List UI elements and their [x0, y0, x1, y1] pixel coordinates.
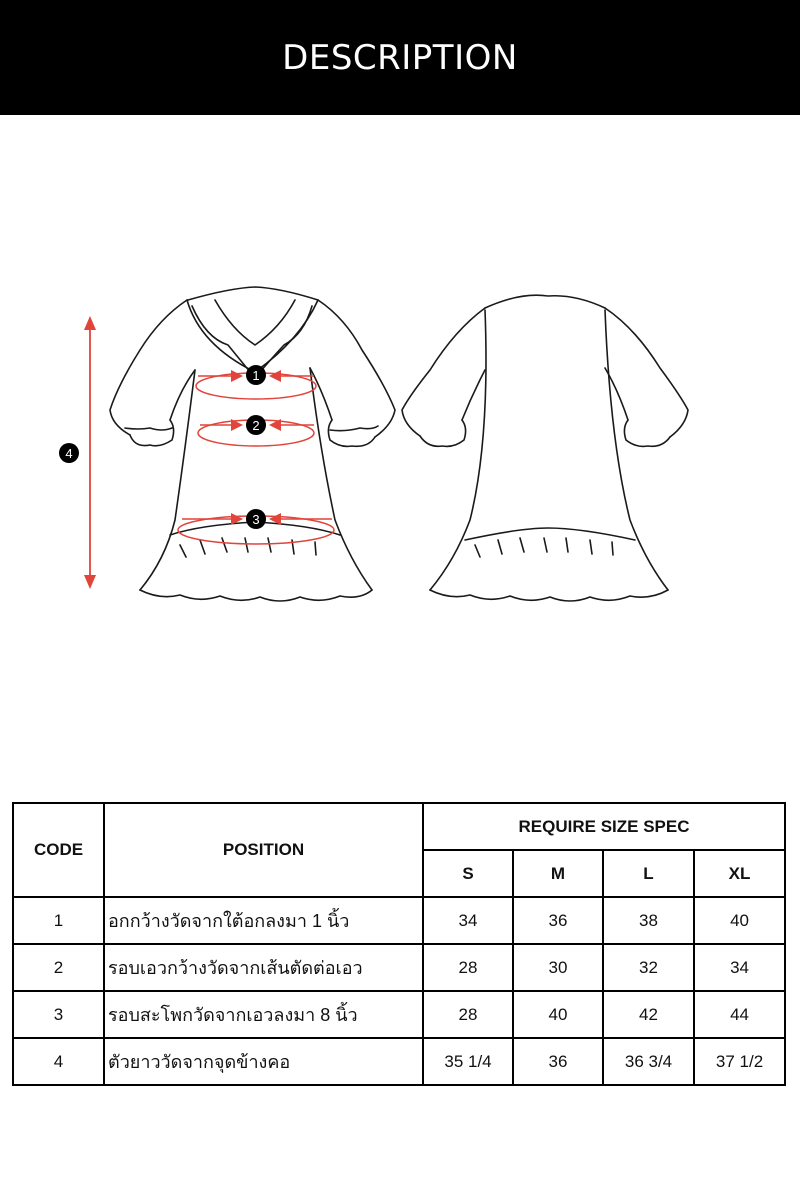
- row-position: ตัวยาววัดจากจุดข้างคอ: [104, 1038, 423, 1085]
- spec-header: REQUIRE SIZE SPEC: [423, 803, 785, 850]
- garment-diagram: [0, 115, 800, 775]
- position-header: POSITION: [104, 803, 423, 897]
- header-bar: [0, 0, 800, 115]
- value-l: 32: [603, 944, 694, 991]
- size-m-header: M: [513, 850, 603, 897]
- value-xl: 37 1/2: [694, 1038, 785, 1085]
- value-m: 36: [513, 897, 603, 944]
- row-position: อกกว้างวัดจากใต้อกลงมา 1 นิ้ว: [104, 897, 423, 944]
- marker-4-label: 4: [65, 446, 73, 461]
- size-xl-header: XL: [694, 850, 785, 897]
- table-row: [13, 944, 785, 991]
- front-dress-drawing: [110, 287, 395, 601]
- value-l: 42: [603, 991, 694, 1038]
- value-m: 36: [513, 1038, 603, 1085]
- value-s: 34: [423, 897, 513, 944]
- back-dress-drawing: [402, 295, 688, 601]
- table-row: [13, 991, 785, 1038]
- value-m: 40: [513, 991, 603, 1038]
- table-row: [13, 1038, 785, 1085]
- value-s: 28: [423, 944, 513, 991]
- row-code: 4: [13, 1038, 104, 1085]
- page-title: DESCRIPTION: [282, 37, 518, 78]
- value-s: 35 1/4: [423, 1038, 513, 1085]
- marker-2-label: 2: [252, 418, 260, 433]
- row-code: 2: [13, 944, 104, 991]
- value-xl: 40: [694, 897, 785, 944]
- size-l-header: L: [603, 850, 694, 897]
- row-code: 1: [13, 897, 104, 944]
- table-row: [13, 897, 785, 944]
- marker-3-label: 3: [252, 512, 260, 527]
- length-arrow-top-head: [84, 316, 96, 330]
- value-xl: 44: [694, 991, 785, 1038]
- table-header-row: [13, 803, 785, 850]
- row-position: รอบเอวกว้างวัดจากเส้นตัดต่อเอว: [104, 944, 423, 991]
- value-l: 38: [603, 897, 694, 944]
- value-l: 36 3/4: [603, 1038, 694, 1085]
- size-s-header: S: [423, 850, 513, 897]
- row-code: 3: [13, 991, 104, 1038]
- row-position: รอบสะโพกวัดจากเอวลงมา 8 นิ้ว: [104, 991, 423, 1038]
- code-header: CODE: [13, 803, 104, 897]
- size-spec-table: [12, 802, 786, 1086]
- value-s: 28: [423, 991, 513, 1038]
- value-m: 30: [513, 944, 603, 991]
- length-arrow-bottom-head: [84, 575, 96, 589]
- value-xl: 34: [694, 944, 785, 991]
- marker-1-label: 1: [252, 368, 260, 383]
